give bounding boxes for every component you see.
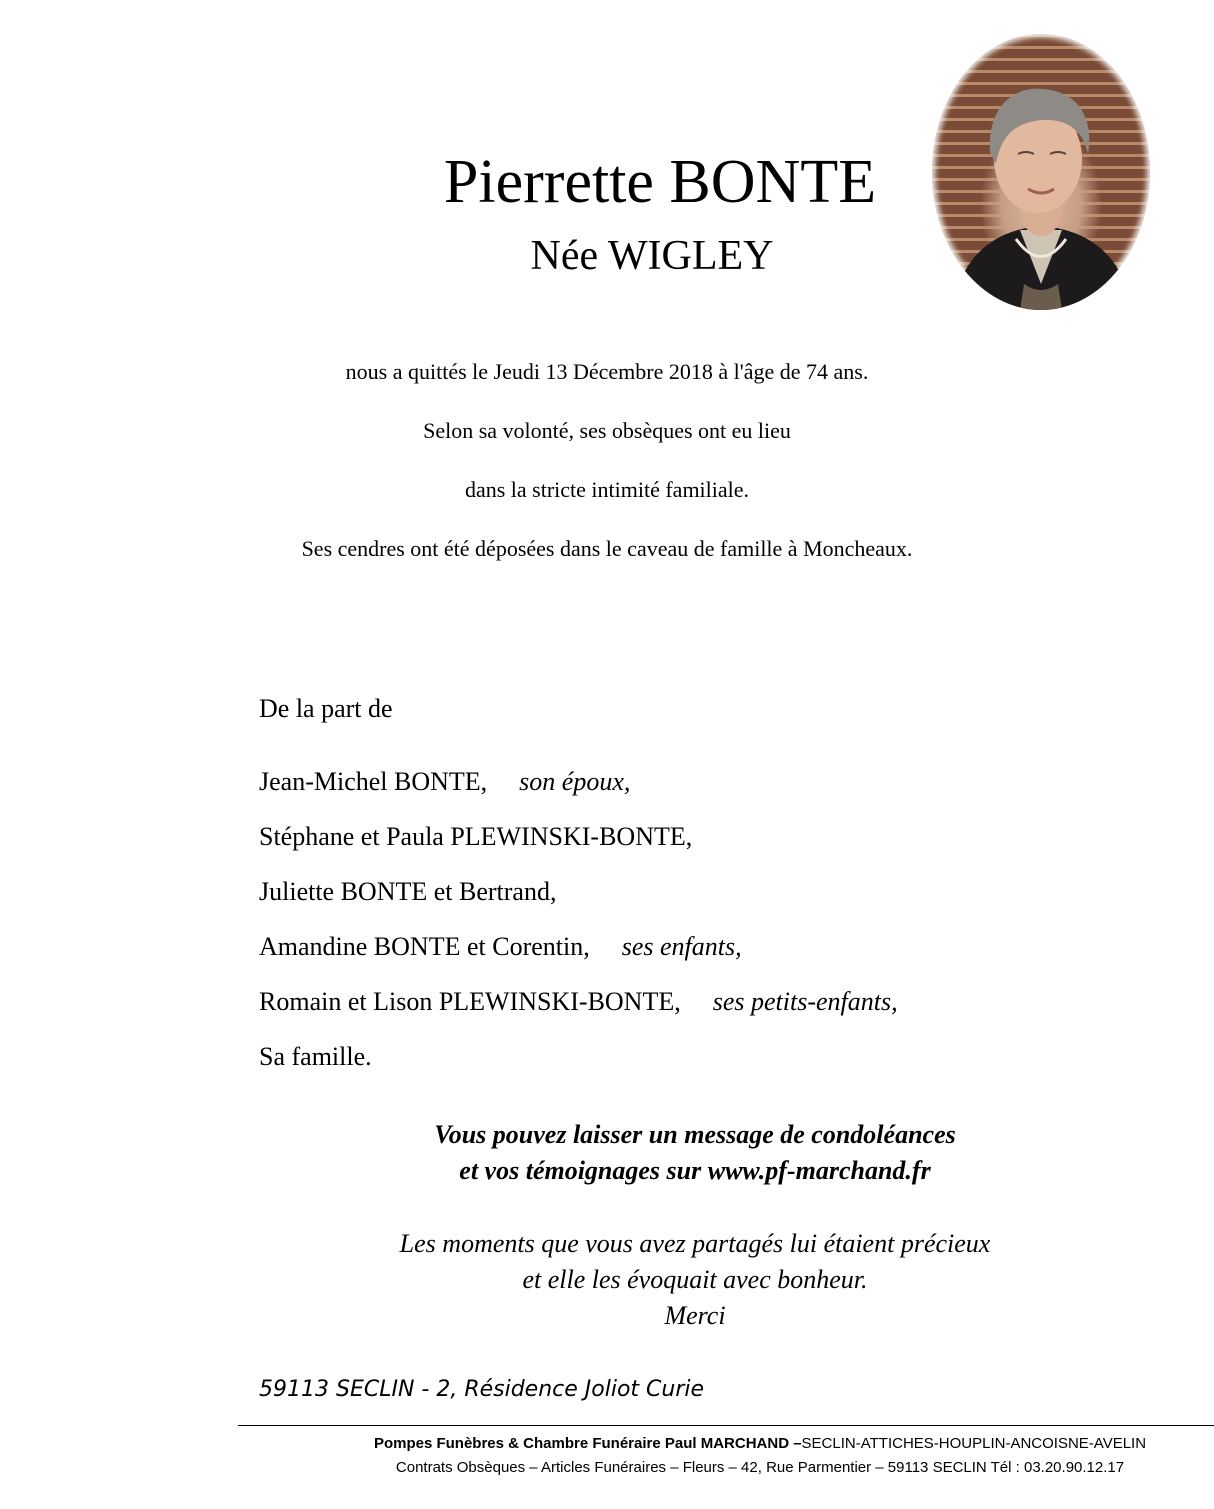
family-member-name: Romain et Lison PLEWINSKI-BONTE, — [259, 987, 681, 1016]
portrait-illustration — [932, 34, 1150, 310]
funeral-home-footer — [320, 1432, 1200, 1480]
footer-line-1 — [320, 1432, 1200, 1456]
family-member-name: Juliette BONTE et Bertrand, — [259, 877, 557, 906]
family-relation: ses petits-enfants, — [712, 987, 898, 1016]
family-relation: ses enfants, — [621, 932, 742, 961]
from-label: De la part de — [259, 694, 393, 723]
footer-services: Contrats Obsèques – Articles Funéraires – Fleurs – 42, Rue Parmentier – 59113 SECLIN Tél : 03.20.90.12.17 — [395, 1459, 1125, 1476]
family-member — [259, 930, 742, 964]
family-member-name: Sa famille. — [259, 1042, 372, 1071]
deceased-name: Pierrette BONTE — [443, 148, 877, 216]
portrait-photo — [932, 34, 1150, 310]
company-name: Pompes Funèbres & Chambre Funéraire Paul MARCHAND – — [373, 1435, 802, 1452]
announcement-line: nous a quittés le Jeudi 13 Décembre 2018 à l'âge de 74 ans. — [345, 359, 869, 384]
family-relation: son époux, — [519, 767, 631, 796]
closing-message — [380, 1226, 1010, 1334]
family-member-name: Amandine BONTE et Corentin, — [259, 932, 590, 961]
announcement-line: Selon sa volonté, ses obsèques ont eu lieu — [423, 418, 791, 443]
closing-line: Merci — [664, 1301, 726, 1330]
closing-line: Les moments que vous avez partagés lui étaient précieux — [399, 1229, 991, 1258]
family-member-name: Jean-Michel BONTE, — [259, 767, 488, 796]
closing-line: et elle les évoquait avec bonheur. — [522, 1265, 868, 1294]
family-member — [259, 1040, 372, 1074]
family-member — [259, 765, 630, 799]
family-member — [259, 820, 692, 854]
family-member — [259, 875, 556, 909]
condolences-line: et vos témoignages sur www.pf-marchand.fr — [459, 1156, 931, 1185]
condolences-message — [395, 1117, 995, 1189]
family-address: 59113 SECLIN - 2, Résidence Joliot Curie — [259, 1377, 705, 1402]
family-member-name: Stéphane et Paula PLEWINSKI-BONTE, — [259, 822, 693, 851]
maiden-name: Née WIGLEY — [530, 233, 774, 279]
footer-divider — [238, 1425, 1214, 1426]
company-locations: SECLIN-ATTICHES-HOUPLIN-ANCOISNE-AVELIN — [801, 1435, 1147, 1452]
announcement-line: Ses cendres ont été déposées dans le caveau de famille à Moncheaux. — [301, 536, 913, 561]
announcement-line: dans la stricte intimité familiale. — [464, 477, 750, 502]
condolences-line: Vous pouvez laisser un message de condoléances — [434, 1120, 956, 1149]
family-member — [259, 985, 898, 1019]
